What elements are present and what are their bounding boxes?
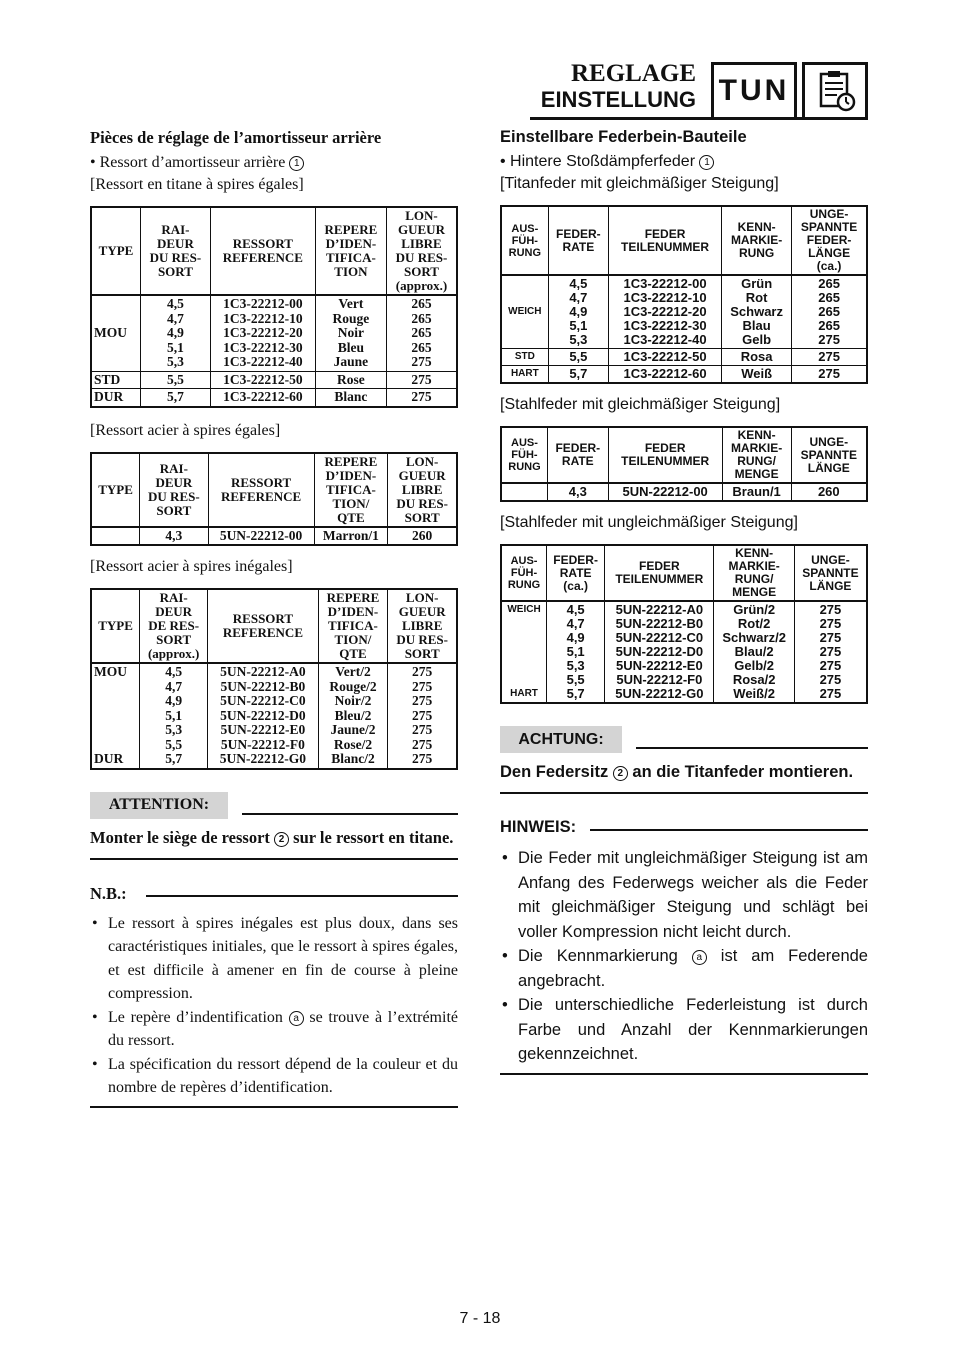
table-cell: Vert/2 Rouge/2 Noir/2 Bleu/2 Jaune/2 Rose/2 Blanc/2	[318, 663, 388, 769]
table-header-cell: AUS- FÜH- RUNG	[501, 206, 548, 275]
table-cell: HART	[501, 366, 548, 384]
table-header-cell: RESSORT REFERENCE	[210, 207, 315, 295]
table-cell	[91, 527, 140, 546]
table-cell: Weiß	[722, 366, 792, 384]
attention-text: Den Federsitz 2 an die Titanfeder montieren.	[500, 763, 854, 781]
header-title-fr: REGLAGE	[570, 60, 696, 87]
table-cell: Vert Rouge Noir Bleu Jaune	[315, 295, 386, 371]
table-cell: Braun/1	[722, 483, 791, 501]
table-cell: 4,3	[140, 527, 209, 546]
table-cell: 4,5 4,7 4,9 5,1 5,3 5,5 5,7	[547, 601, 605, 703]
spec-table-titanium	[500, 205, 868, 384]
table-cell: 5,7	[548, 366, 608, 384]
table-cell: 1C3-22212-50	[210, 371, 315, 389]
left-column	[90, 128, 458, 1108]
page-number: 7 - 18	[459, 1310, 501, 1327]
attention-text: Monter le siège de ressort 2 sur le ressort en titane.	[90, 827, 454, 847]
ref-marker: a	[289, 1011, 304, 1026]
attention-label: ACHTUNG:	[500, 726, 622, 753]
table-cell: 4,5 4,7 4,9 5,1 5,3 5,5 5,7	[140, 663, 208, 769]
table-cell: Grün Rot Schwarz Blau Gelb	[722, 275, 792, 349]
table-cell: MOU DUR	[91, 663, 140, 769]
table-header-cell: RAI- DEUR DU RES- SORT	[141, 207, 211, 295]
table-cell: 1C3-22212-00 1C3-22212-10 1C3-22212-20 1C3-22212-30 1C3-22212-40	[210, 295, 315, 371]
ref-marker: 2	[274, 832, 289, 847]
table-header-cell: REPERE D’IDEN- TIFICA- TION/ QTE	[314, 453, 388, 527]
attention-header	[500, 726, 868, 756]
table-cell: 5UN-22212-A0 5UN-22212-B0 5UN-22212-C0 5UN-22212-D0 5UN-22212-E0 5UN-22212-F0 5UN-22212-G0	[605, 601, 714, 703]
table-header-cell: FEDER- RATE (ca.)	[547, 545, 605, 601]
table-cell: 4,5 4,7 4,9 5,1 5,3	[141, 295, 211, 371]
subheading-steel-uneven: [Stahlfeder mit ungleichmäßiger Steigung]	[500, 514, 798, 531]
bullet-item: • Hintere Stoßdämpferfeder 1	[500, 153, 868, 171]
table-header-cell: FEDER TEILENUMMER	[608, 427, 722, 483]
table-cell: 1C3-22212-50	[609, 349, 722, 366]
table-header-cell: FEDER TEILENUMMER	[605, 545, 714, 601]
nb-label: N.B.:	[90, 883, 127, 903]
header-rule	[530, 117, 868, 120]
table-cell: Blanc	[315, 389, 386, 407]
table-header-cell: TYPE	[91, 207, 141, 295]
table-header-cell: UNGE- SPANNTE FEDER- LÄNGE (ca.)	[792, 206, 867, 275]
table-row	[91, 295, 457, 371]
table-header-cell: RAI- DEUR DU RES- SORT	[140, 453, 209, 527]
table-cell: 4,5 4,7 4,9 5,1 5,3	[548, 275, 608, 349]
table-header-cell: KENN- MARKIE- RUNG/ MENGE	[722, 427, 791, 483]
table-cell: 1C3-22212-60	[609, 366, 722, 384]
nb-list	[90, 912, 458, 1100]
table-header-cell: UNGE- SPANNTE LÄNGE	[791, 427, 867, 483]
table-row	[91, 371, 457, 389]
table-cell: 275 275 275 275 275 275 275	[794, 601, 867, 703]
attention-header	[90, 792, 458, 822]
ref-marker: 1	[699, 155, 714, 170]
ref-marker: a	[692, 950, 707, 965]
nb-item: • Le ressort à spires inégales est plus doux, dans ses caractéristiques initiales, que le ressort à spires égales, et est difficile à amener en fin de course à pleine compression.	[90, 912, 458, 1006]
nb-header	[500, 816, 868, 842]
nb-item: • Die Kennmarkierung a ist am Federende angebracht.	[500, 944, 868, 993]
table-cell: 260	[791, 483, 867, 501]
table-header-cell: RAI- DEUR DE RES- SORT (approx.)	[140, 589, 208, 663]
table-row	[501, 349, 867, 366]
subheading-steel-even: [Stahlfeder mit gleichmäßiger Steigung]	[500, 396, 781, 413]
table-row	[91, 663, 457, 769]
table-cell: 5UN-22212-00	[208, 527, 314, 546]
table-cell: 275	[387, 371, 458, 389]
table-row	[501, 275, 867, 349]
table-header-cell: LON- GUEUR LIBRE DU RES- SORT	[388, 589, 457, 663]
table-cell: 275	[387, 389, 458, 407]
table-row	[501, 483, 867, 501]
header-title-de: EINSTELLUNG	[540, 87, 696, 112]
table-cell: STD	[91, 371, 141, 389]
ref-marker: 1	[289, 156, 304, 171]
spec-table-steel-even	[500, 426, 868, 502]
attention-label: ATTENTION:	[90, 792, 228, 819]
right-column	[500, 128, 868, 1075]
nb-item: • Die Feder mit ungleichmäßiger Steigung ist am Anfang des Federwegs weicher als die Feder mit gleichmäßiger Steigung und schlägt bei voller Kompression nicht leicht durch.	[500, 846, 868, 944]
table-header-cell: REPERE D’IDEN- TIFICA- TION	[315, 207, 386, 295]
table-header-cell: TYPE	[91, 453, 140, 527]
section-title: Einstellbare Federbein-Bauteile	[500, 128, 747, 146]
nb-item: • Le repère d’indentification a se trouve à l’extrémité du ressort.	[90, 1006, 458, 1053]
table-header-cell: FEDER- RATE	[548, 206, 608, 275]
table-header-cell: AUS- FÜH- RUNG	[501, 427, 547, 483]
table-cell: 5UN-22212-A0 5UN-22212-B0 5UN-22212-C0 5UN-22212-D0 5UN-22212-E0 5UN-22212-F0 5UN-22212-G0	[208, 663, 318, 769]
table-header-cell: REPERE D’IDEN- TIFICA- TION/ QTE	[318, 589, 388, 663]
table-cell: Rosa	[722, 349, 792, 366]
table-row	[91, 527, 457, 546]
subheading-titanium: [Ressort en titane à spires égales]	[90, 176, 304, 193]
table-header-cell: RESSORT REFERENCE	[208, 453, 314, 527]
table-cell: 260	[388, 527, 457, 546]
table-cell: MOU	[91, 295, 141, 371]
table-cell: 5,5	[548, 349, 608, 366]
table-header-cell: KENN- MARKIE- RUNG/ MENGE	[714, 545, 794, 601]
table-cell: STD	[501, 349, 548, 366]
subheading-steel-uneven: [Ressort acier à spires inégales]	[90, 558, 293, 575]
table-header-cell: UNGE- SPANNTE LÄNGE	[794, 545, 867, 601]
table-cell: DUR	[91, 389, 141, 407]
spec-table-steel-even	[90, 452, 458, 547]
spec-table-steel-uneven	[90, 588, 458, 770]
bullet-item: • Ressort d’amortisseur arrière 1	[90, 154, 458, 172]
nb-item: • Die unterschiedliche Federleistung ist durch Farbe und Anzahl der Kennmarkierungen gekennzeichnet.	[500, 993, 868, 1067]
table-header-cell: FEDER TEILENUMMER	[609, 206, 722, 275]
table-cell: WEICH HART	[501, 601, 547, 703]
table-cell: 275	[792, 366, 867, 384]
table-cell: 5UN-22212-00	[608, 483, 722, 501]
nb-list	[500, 846, 868, 1067]
table-cell: 5,5	[141, 371, 211, 389]
table-cell	[501, 483, 547, 501]
ref-marker: 2	[613, 766, 628, 781]
subheading-steel-even: [Ressort acier à spires égales]	[90, 421, 281, 439]
table-header-cell: TYPE	[91, 589, 140, 663]
nb-header	[90, 882, 458, 908]
table-cell: 1C3-22212-00 1C3-22212-10 1C3-22212-20 1C3-22212-30 1C3-22212-40	[609, 275, 722, 349]
table-header-cell: LON- GUEUR LIBRE DU RES- SORT	[388, 453, 457, 527]
tun-tag: TUN	[711, 62, 797, 117]
table-header-cell: KENN- MARKIE- RUNG	[722, 206, 792, 275]
subheading-titanium: [Titanfeder mit gleichmäßiger Steigung]	[500, 175, 779, 192]
spec-table-titanium	[90, 206, 458, 408]
table-cell: 5,7	[141, 389, 211, 407]
nb-item: • La spécification du ressort dépend de la couleur et du nombre de repères d’identification.	[90, 1053, 458, 1100]
table-cell: Marron/1	[314, 527, 388, 546]
checklist-clock-icon	[802, 62, 868, 117]
table-cell: 265 265 265 265 275	[387, 295, 458, 371]
table-row	[501, 366, 867, 384]
table-cell: Grün/2 Rot/2 Schwarz/2 Blau/2 Gelb/2 Rosa/2 Weiß/2	[714, 601, 794, 703]
table-cell: 4,3	[547, 483, 608, 501]
nb-label: HINWEIS:	[500, 818, 577, 836]
spec-table-steel-uneven	[500, 544, 868, 704]
table-header-cell: RESSORT REFERENCE	[208, 589, 318, 663]
table-header-cell: AUS- FÜH- RUNG	[501, 545, 547, 601]
table-cell: 1C3-22212-60	[210, 389, 315, 407]
table-header-cell: LON- GUEUR LIBRE DU RES- SORT (approx.)	[387, 207, 458, 295]
table-header-cell: FEDER- RATE	[547, 427, 608, 483]
table-cell: WEICH	[501, 275, 548, 349]
table-cell: Rose	[315, 371, 386, 389]
section-title: Pièces de réglage de l’amortisseur arrière	[90, 128, 382, 147]
table-row	[501, 601, 867, 703]
table-row	[91, 389, 457, 407]
table-cell: 275	[792, 349, 867, 366]
table-cell: 265 265 265 265 275	[792, 275, 867, 349]
table-cell: 275 275 275 275 275 275 275	[388, 663, 457, 769]
